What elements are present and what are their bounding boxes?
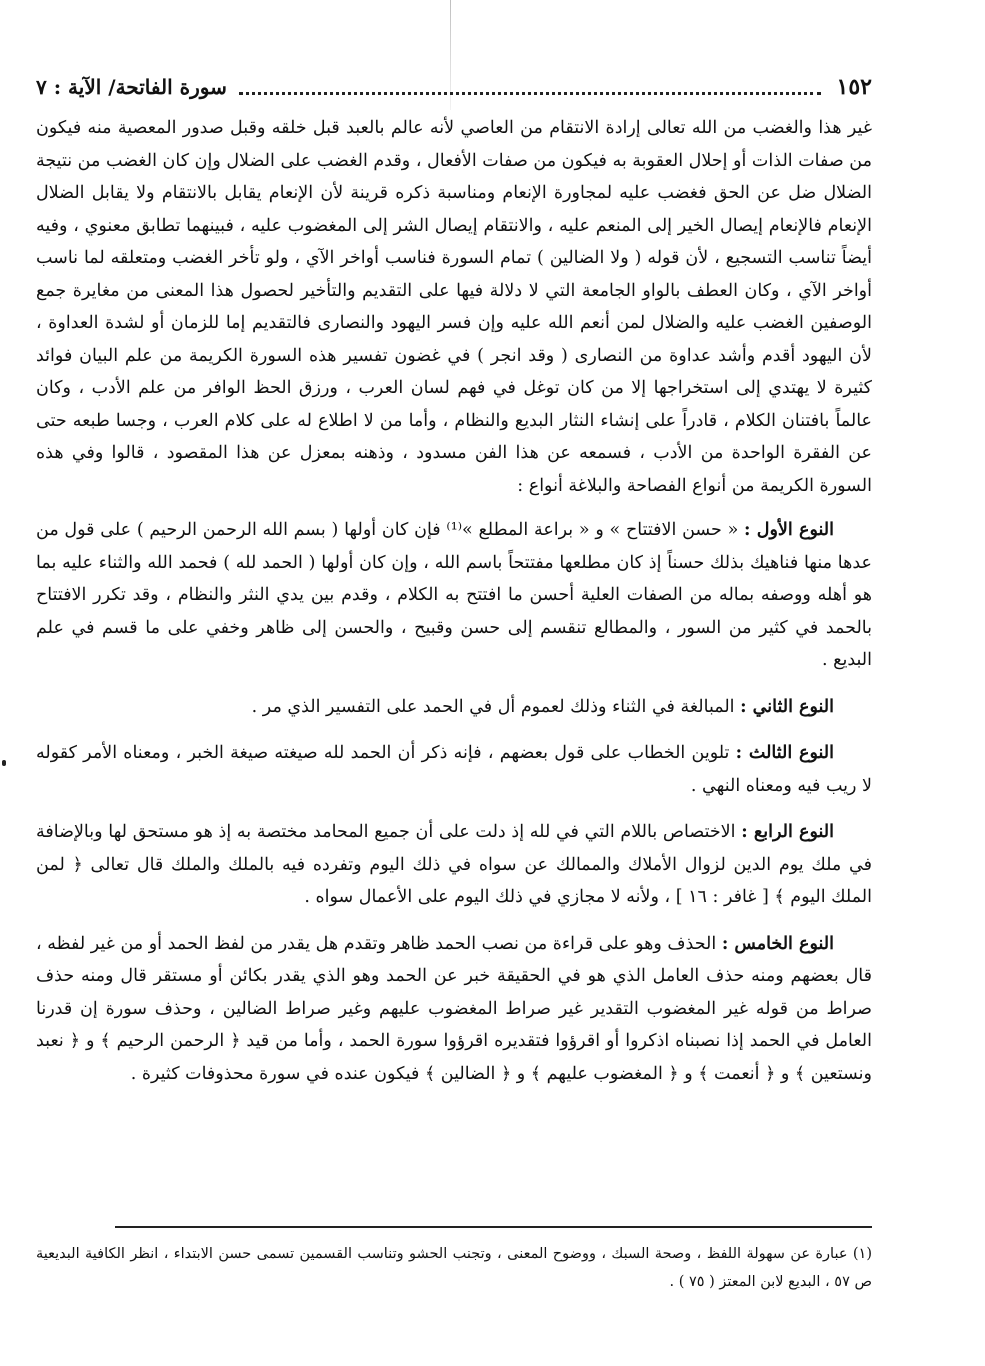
type-text-1: « حسن الافتتاح » و « براعة المطلع »⁽¹⁾ فإن كان أولها ( بسم الله الرحمن الرحيم ) على قول من عدها منها فناهيك بذلك حسناً إذ كان مطلعها مفتتحاً باسم الله ، وإن كان أولها ( الحمد لله ) فحمد الله والثناء عليه بما هو أهله ووصفه بماله من الصفات العلية أحسن ما افتتح به الكلام ، وقدم بين يدي النثر والنظام ، وقد تكرر الافتتاح بالحمد في كثير من السور ، والمطالع تنقسم إلى حسن وقبيح ، والحسن إلى ظاهر وخفي على ما قسم في علم البديع . bbox=[36, 520, 872, 670]
main-text bbox=[36, 112, 872, 1104]
running-header bbox=[36, 70, 872, 104]
type-paragraph-2 bbox=[36, 691, 872, 724]
type-text-3: تلوين الخطاب على قول بعضهم ، فإنه ذكر أن الحمد لله صيغته صيغة الخبر ، ومعناه الأمر كقوله لا ريب فيه ومعناه النهي . bbox=[36, 743, 872, 796]
type-label-1: النوع الأول : bbox=[744, 520, 834, 540]
type-label-4: النوع الرابع : bbox=[741, 822, 834, 842]
scan-artifact-dot bbox=[2, 760, 6, 766]
type-text-2: المبالغة في الثناء وذلك لعموم أل في الحمد على التفسير الذي مر . bbox=[251, 696, 735, 717]
footnote-separator bbox=[115, 1226, 872, 1228]
type-paragraph-5 bbox=[36, 928, 872, 1091]
footnote-1: (١) عبارة عن سهولة اللفظ ، وصحة السبك ، ووضوح المعنى ، وتجنب الحشو وتناسب القسمين تسمى حسن الابتداء ، انظر الكافية البديعية ص ٥٧ ، البديع لابن المعتز ( ٧٥ ) . bbox=[36, 1246, 872, 1290]
type-text-4: الاختصاص باللام التي في لله إذ دلت على أن جميع المحامد مختصة به إذ هو مستحق لها وبالإضافة في ملك يوم الدين لزوال الأملاك والممالك عن سواه في ذلك اليوم وتفرده فيه بالملك والملك قال تعالى ﴿ لمن الملك اليوم ﴾ [ غافر : ١٦ ] ، ولأنه لا مجازي في ذلك اليوم على الأعمال سواه . bbox=[36, 822, 872, 907]
type-label-3: النوع الثالث : bbox=[735, 743, 834, 763]
type-label-5: النوع الخامس : bbox=[721, 933, 835, 954]
type-label-2: النوع الثاني : bbox=[740, 696, 834, 717]
main-paragraph: غير هذا والغضب من الله تعالى إرادة الانتقام من العاصي لأنه عالم بالعبد قبل خلقه وقبل صدور المعصية منه فيكون من صفات الذات أو إحلال العقوبة به فيكون من صفات الأفعال ، وقدم الغضب على الضلال وإن كان الغضب من نتيجة الضلال ضل عن الحق فغضب عليه لمجاورة الإنعام ومناسبة ذكره قرينة لأن الإنعام يقابل بالانتقام ولا يقابل الضلال الإنعام فالإنعام إيصال الخير إلى المنعم عليه ، والانتقام إيصال الشر إلى المغضوب عليه ، فبينهما تطابق معنوي ، وفيه أيضاً تناسب التسجيع ، لأن قوله ( ولا الضالين ) تمام السورة فناسب أواخر الآي ، ولو تأخر الغضب ومتعلقه لما ناسب أواخر الآي ، وكان العطف بالواو الجامعة التي لا دلالة فيها على التقديم والتأخير لحصول هذا المعنى من مغايرة جمع الوصفين الغضب عليه والضلال لمن أنعم الله عليه وإن فسر اليهود والنصارى فالتقديم إما للزمان أو لشدة العداوة ، لأن اليهود أقدم وأشد عداوة من النصارى ( وقد انجر ) في غضون تفسير هذه السورة الكريمة من علم البيان فوائد كثيرة لا يهتدي إلى استخراجها إلا من كان توغل في فهم لسان العرب ، ورزق الحظ الوافر من علم الأدب ، وكان عالماً بافتنان الكلام ، قادراً على إنشاء النثار البديع والنظام ، وأما من لا اطلاع له على كلام العرب ، وجسا طبعه حتى عن الفقرة الواحدة من الأدب ، فسمعه عن هذا الفن مسدود ، وذهنه بمعزل عن هذا المقصود ، قالوا وفي هذه السورة الكريمة من أنواع الفصاحة والبلاغة أنواع : bbox=[36, 118, 872, 496]
header-dotted-leader bbox=[239, 72, 821, 95]
type-paragraph-4 bbox=[36, 816, 872, 914]
type-text-5: الحذف وهو على قراءة من نصب الحمد ظاهر وتقدم هل يقدر من لفظ الحمد أو من غير لفظه ، قال بعضهم ومنه حذف العامل الذي هو في الحقيقة خبر عن الحمد وهو الذي يقدر بكائن أو مستقر قال ومنه حذف صراط من قوله غير المغضوب التقدير غير صراط المغضوب عليهم وغير صراط الضالين ، وحذف سورة إن قدرنا العامل في الحمد إذا نصبناه اذكروا أو اقرؤوا فتقديره اقرؤوا سورة الحمد ، وأما من قيد ﴿ الرحمن الرحيم ﴾ و ﴿ نعبد ونستعين ﴾ و ﴿ أنعمت ﴾ و ﴿ المغضوب عليهم ﴾ و ﴿ الضالين ﴾ فيكون عنده في سورة محذوفات كثيرة . bbox=[36, 933, 872, 1084]
running-title: سورة الفاتحة/ الآية : ٧ bbox=[36, 75, 227, 99]
page-number: ١٥٢ bbox=[836, 74, 872, 100]
type-paragraph-3 bbox=[36, 737, 872, 802]
type-paragraph-1 bbox=[36, 514, 872, 677]
footnotes bbox=[36, 1240, 872, 1296]
